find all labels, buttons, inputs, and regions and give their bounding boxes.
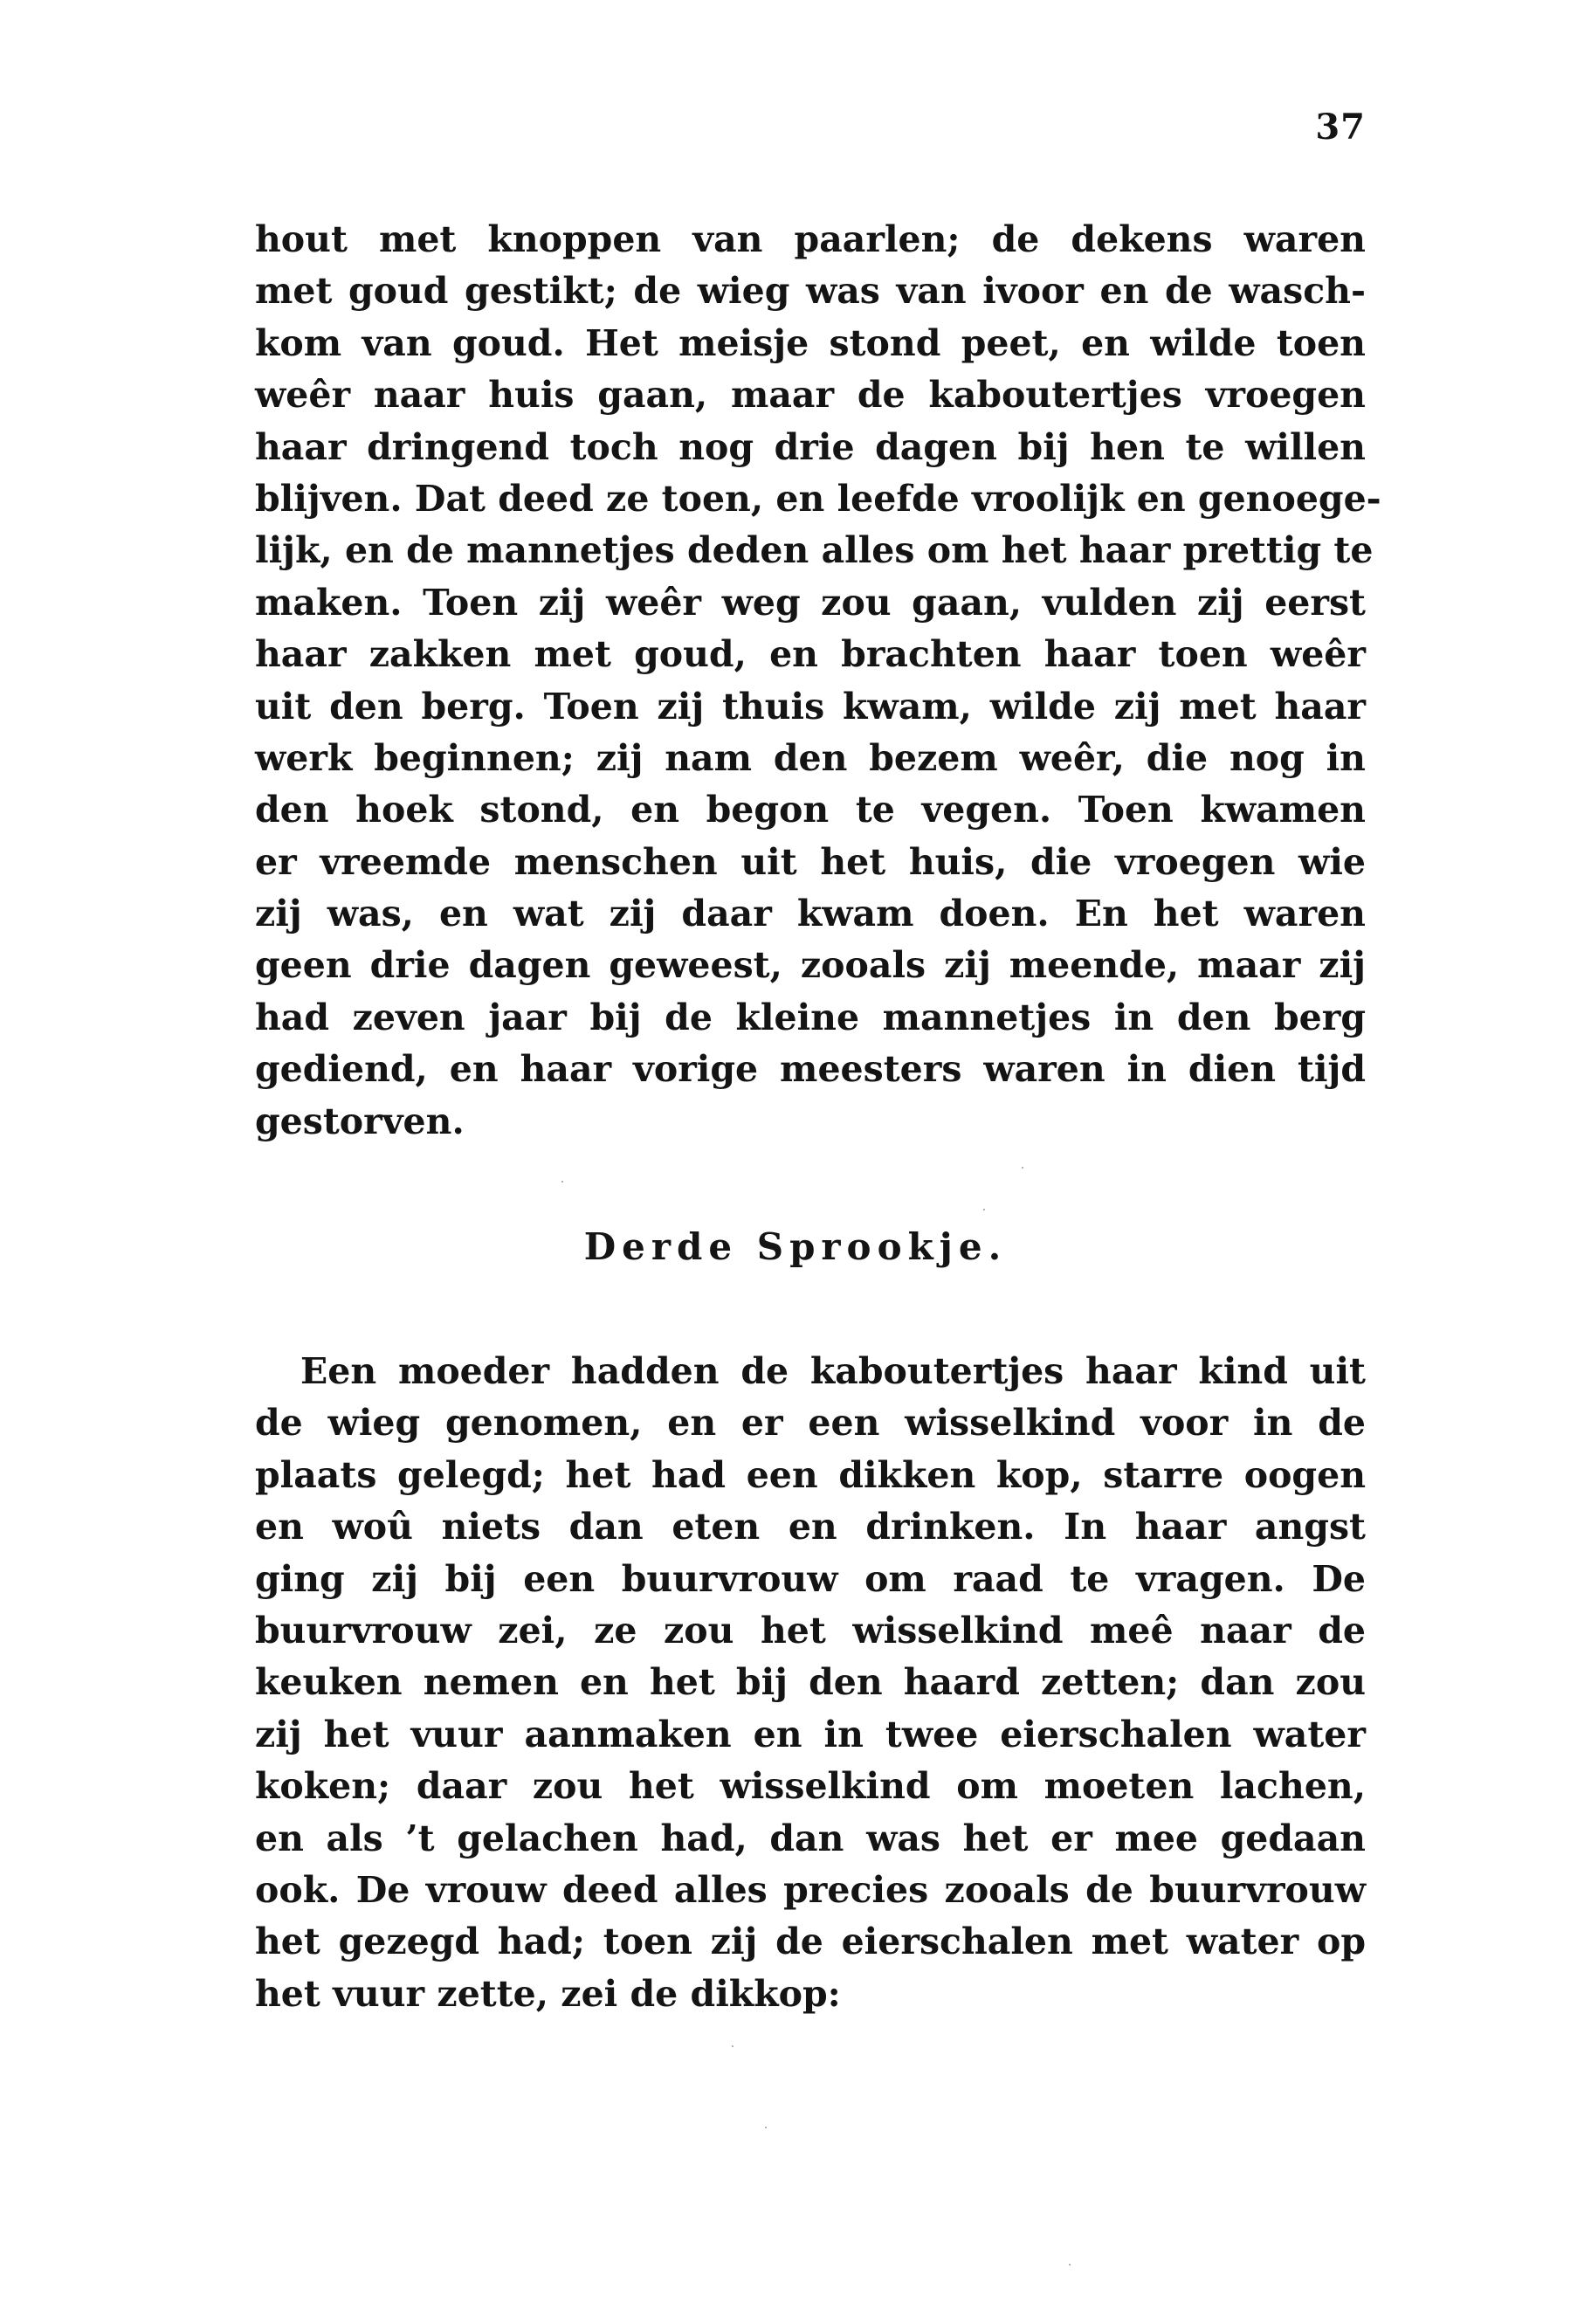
paragraph-continuation [255, 214, 1381, 1148]
text-line: het gezegd had; toen zij de eierschalen met water op [255, 1921, 1366, 1963]
text-line: de wieg genomen, en er een wisselkind voor in de [255, 1402, 1366, 1445]
text-line: gediend, en haar vorige meesters waren in dien tijd [255, 1048, 1366, 1091]
text-line: werk beginnen; zij nam den bezem weêr, die nog in [255, 736, 1366, 779]
text-line: Een moeder hadden de kaboutertjes haar kind uit [300, 1350, 1366, 1392]
text-line: en woû niets dan eten en drinken. In haar angst [255, 1506, 1366, 1548]
paragraph-new-tale [255, 1346, 1366, 2020]
text-line: ging zij bij een buurvrouw om raad te vragen. De [255, 1557, 1366, 1600]
scan-speck [732, 2045, 734, 2047]
text-line: zij was, en wat zij daar kwam doen. En het waren [255, 893, 1366, 935]
text-line: het vuur zette, zei de dikkop: [255, 1972, 841, 2015]
text-line: en als ’t gelachen had, dan was het er mee gedaan [255, 1817, 1366, 1859]
text-line: kom van goud. Het meisje stond peet, en wilde toen [255, 321, 1366, 364]
text-line: weêr naar huis gaan, maar de kaboutertjes vroegen [255, 374, 1366, 417]
text-line: lijk, en de mannetjes deden alles om het haar prettig te [255, 529, 1374, 572]
scan-speck [561, 1181, 563, 1183]
scan-speck [1069, 2264, 1071, 2265]
text-line: gestorven. [255, 1100, 465, 1142]
section-heading: Derde Sprookje. [583, 1225, 1008, 1268]
text-line: keuken nemen en het bij den haard zetten; dan zou [255, 1661, 1366, 1704]
scan-speck [765, 2127, 767, 2128]
scan-speck [1022, 1167, 1023, 1169]
text-line: er vreemde menschen uit het huis, die vroegen wie [255, 840, 1366, 883]
text-line: uit den berg. Toen zij thuis kwam, wilde zij met haar [255, 685, 1366, 728]
text-line: maken. Toen zij weêr weg zou gaan, vulden zij eerst [255, 581, 1366, 624]
text-line: plaats gelegd; het had een dikken kop, starre oogen [255, 1453, 1366, 1496]
text-line: den hoek stond, en begon te vegen. Toen kwamen [255, 789, 1366, 831]
text-line: haar zakken met goud, en brachten haar toen weêr [255, 633, 1366, 676]
text-line: met goud gestikt; de wieg was van ivoor en de wasch- [255, 270, 1366, 313]
text-line: haar dringend toch nog drie dagen bij hen te willen [255, 425, 1366, 468]
text-line: had zeven jaar bij de kleine mannetjes in den berg [255, 996, 1366, 1038]
text-line: zij het vuur aanmaken en in twee eierschalen water [255, 1713, 1366, 1755]
page-number: 37 [1315, 107, 1366, 148]
text-line: geen drie dagen geweest, zooals zij meende, maar zij [255, 944, 1366, 987]
scan-speck [983, 1209, 985, 1210]
text-line: hout met knoppen van paarlen; de dekens waren [255, 218, 1366, 260]
text-line: buurvrouw zei, ze zou het wisselkind meê naar de [255, 1609, 1366, 1652]
text-line: ook. De vrouw deed alles precies zooals de buurvrouw [255, 1868, 1366, 1911]
text-line: koken; daar zou het wisselkind om moeten lachen, [255, 1765, 1366, 1808]
text-line: blijven. Dat deed ze toen, en leefde vroolijk en genoege- [255, 477, 1381, 520]
